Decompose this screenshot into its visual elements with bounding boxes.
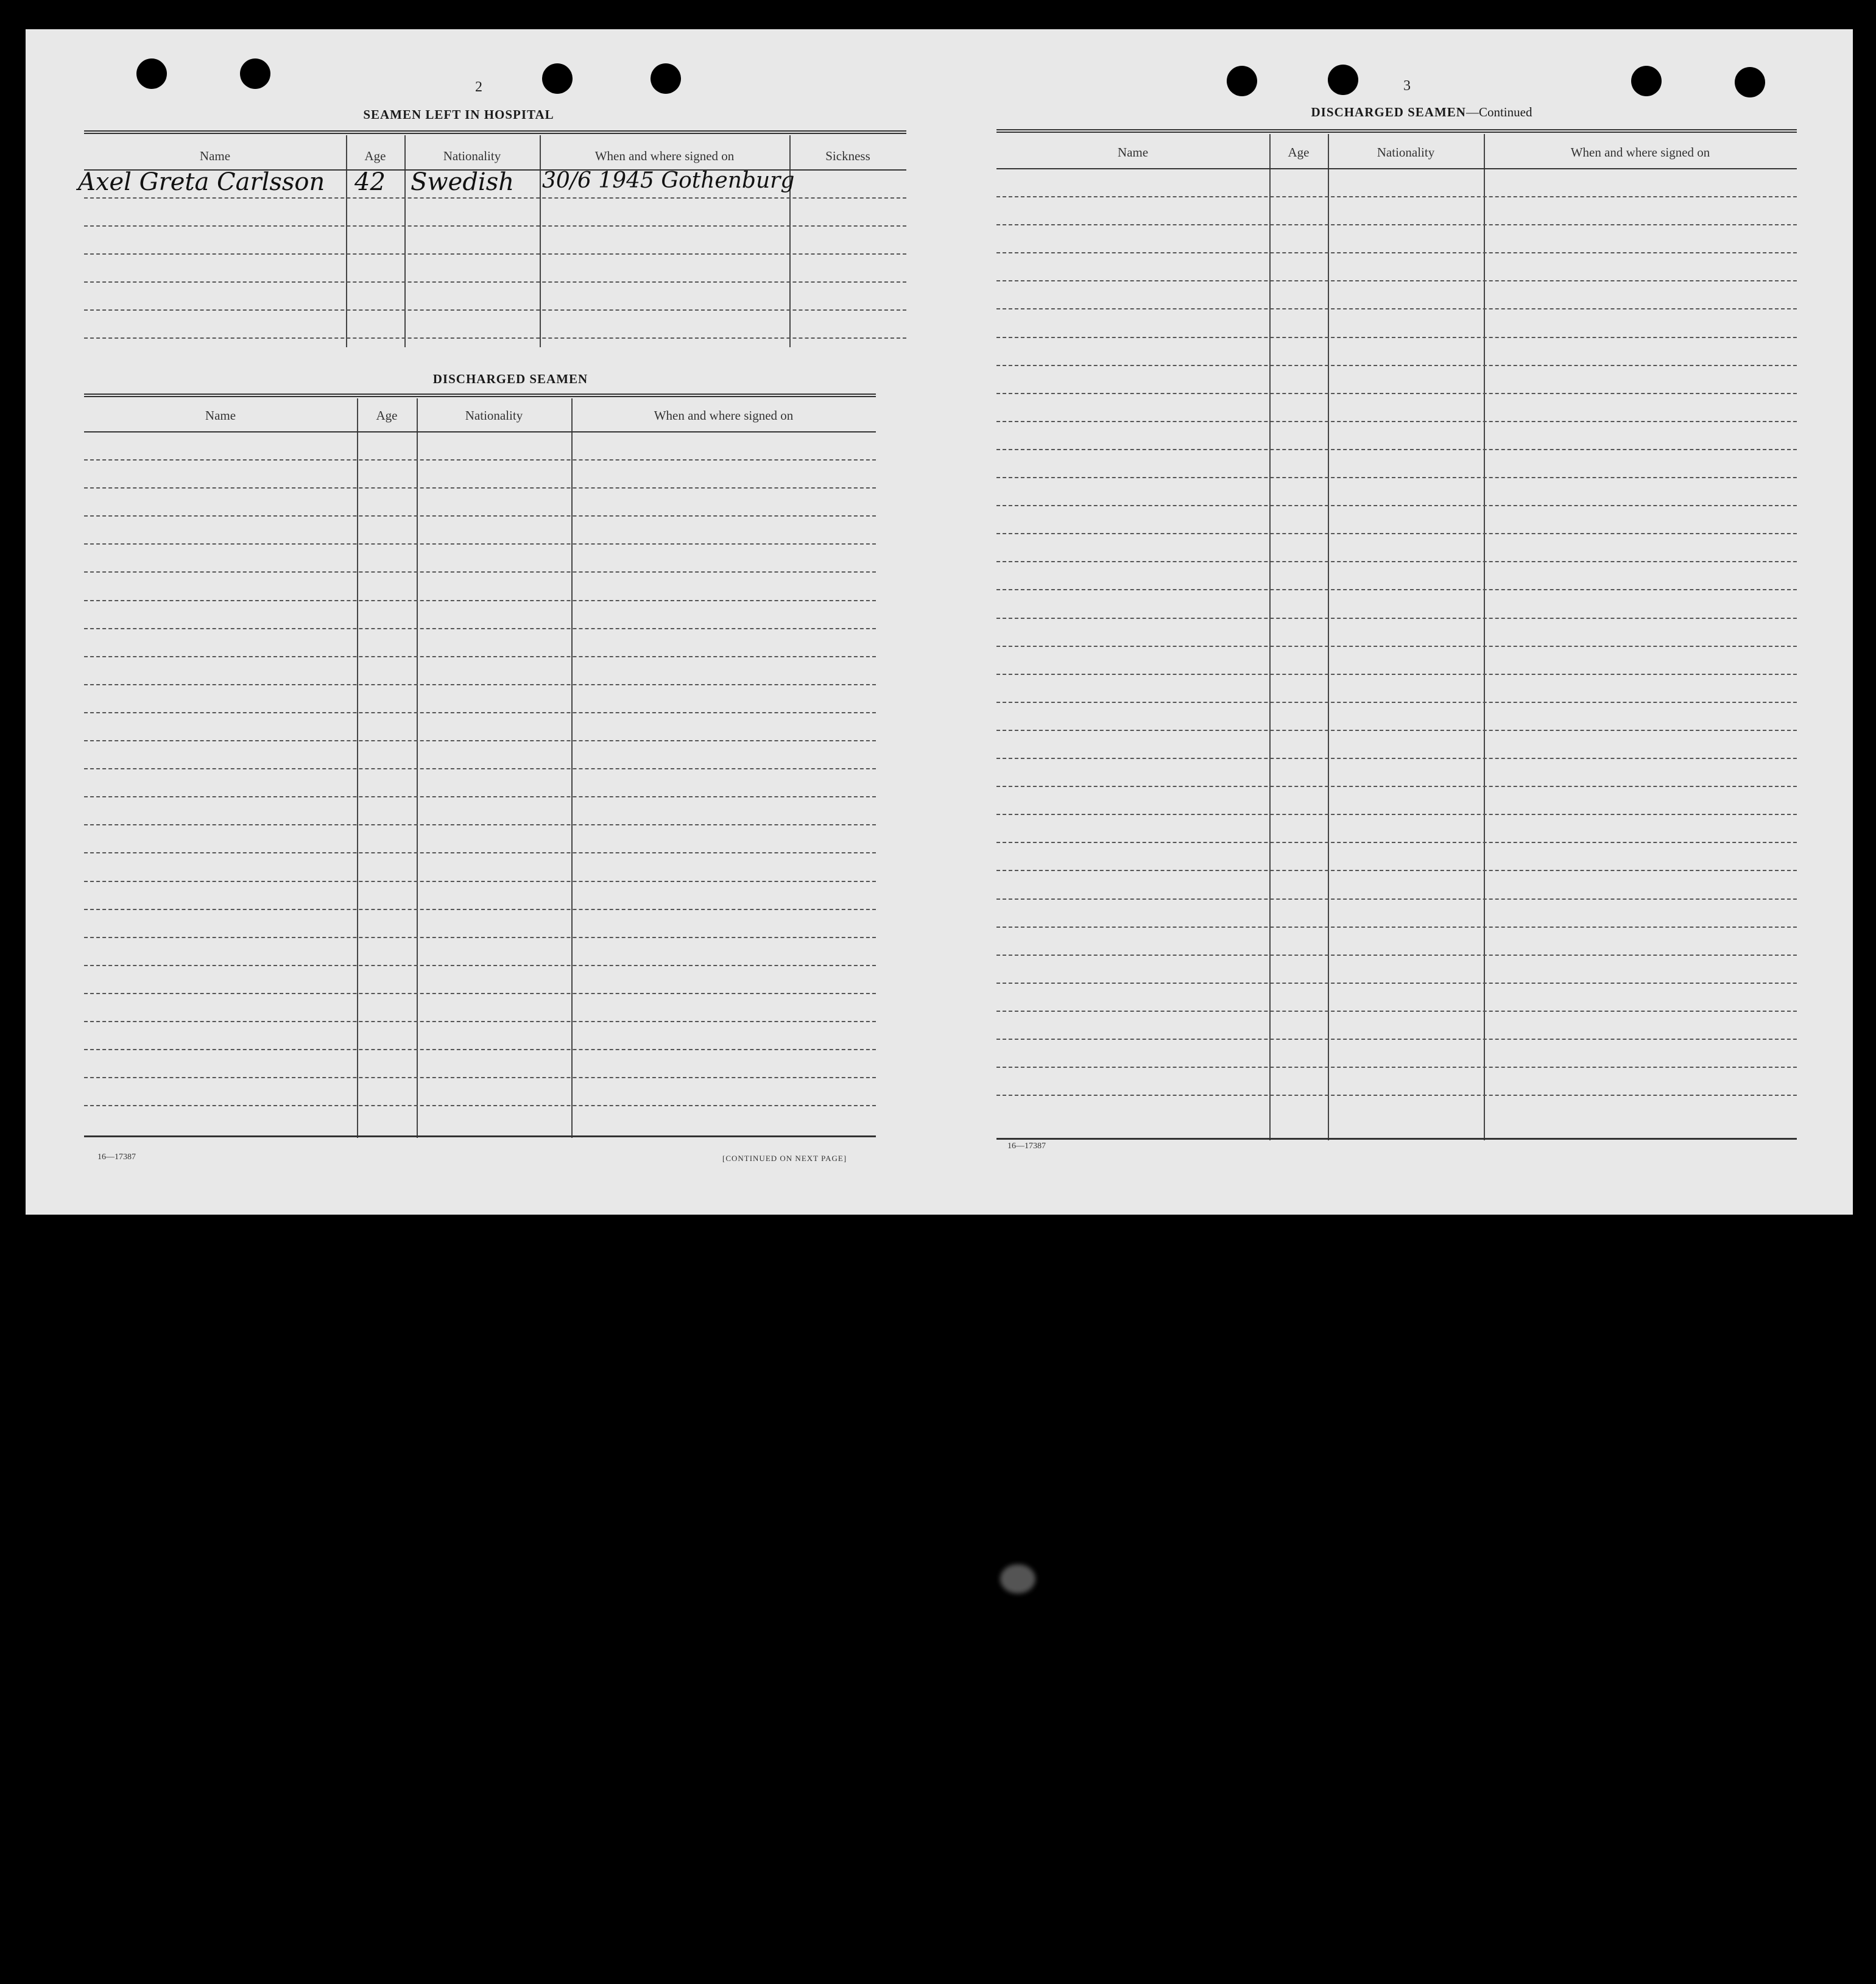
punch-hole — [651, 63, 681, 94]
hospital-table — [78, 130, 906, 347]
punch-hole — [240, 58, 270, 89]
header-underline — [996, 168, 1797, 169]
column-divider — [789, 135, 791, 347]
column-header-age: Age — [364, 149, 386, 163]
row-rule — [84, 225, 906, 227]
row-rule — [84, 487, 876, 489]
column-header-signed-on: When and where signed on — [594, 149, 735, 163]
continued-suffix: —Continued — [1465, 105, 1532, 119]
discharged-table-right — [996, 129, 1797, 1140]
continued-note: [CONTINUED ON NEXT PAGE] — [722, 1154, 847, 1163]
row-rule — [84, 459, 876, 461]
row-rule — [84, 1105, 876, 1106]
discharged-section-title — [84, 372, 937, 387]
row-rule — [996, 646, 1797, 647]
table-bottom-rule — [84, 1135, 876, 1137]
table-top-rule — [84, 394, 876, 397]
row-rule — [84, 965, 876, 966]
row-rule — [84, 197, 906, 199]
row-rule — [996, 449, 1797, 450]
column-header-nationality: Nationality — [465, 408, 523, 423]
row-rule — [996, 365, 1797, 366]
entry-name: Axel Greta Carlsson — [78, 168, 325, 196]
page-number-right: 3 — [1403, 78, 1411, 94]
punch-hole — [1227, 66, 1257, 96]
row-rule — [996, 814, 1797, 815]
header-underline — [84, 431, 876, 432]
row-rule — [996, 308, 1797, 309]
row-rule — [84, 1049, 876, 1050]
column-divider — [1269, 134, 1271, 1140]
form-number-left: 16—17387 — [97, 1153, 136, 1162]
column-divider — [346, 135, 347, 347]
row-rule — [996, 477, 1797, 478]
row-rule — [996, 927, 1797, 928]
discharged-title-text: DISCHARGED SEAMEN — [432, 372, 588, 386]
row-rule — [84, 993, 876, 994]
row-rule — [84, 656, 876, 657]
column-header-age: Age — [1288, 145, 1310, 160]
column-header-nationality: Nationality — [443, 149, 501, 163]
row-rule — [84, 937, 876, 938]
row-rule — [84, 337, 906, 339]
row-rule — [84, 600, 876, 601]
hospital-section-title — [84, 107, 833, 122]
row-rule — [996, 280, 1797, 281]
row-rule — [84, 768, 876, 769]
column-header-nationality: Nationality — [1377, 145, 1435, 160]
column-header-sickness: Sickness — [825, 149, 870, 163]
column-header-age: Age — [376, 408, 398, 423]
row-rule — [84, 852, 876, 853]
row-rule — [996, 224, 1797, 225]
row-rule — [996, 1039, 1797, 1040]
form-number-right: 16—17387 — [1007, 1142, 1046, 1151]
row-rule — [996, 702, 1797, 703]
row-rule — [996, 983, 1797, 984]
row-rule — [996, 1067, 1797, 1068]
discharged-continued-title — [995, 105, 1848, 120]
discharged-table-left — [84, 394, 876, 1138]
row-rule — [996, 252, 1797, 253]
row-rule — [996, 674, 1797, 675]
punch-hole — [542, 63, 573, 94]
row-rule — [996, 758, 1797, 759]
table-bottom-rule — [996, 1138, 1797, 1140]
column-divider — [1328, 134, 1329, 1140]
row-rule — [84, 253, 906, 255]
table-top-rule — [996, 129, 1797, 133]
row-rule — [84, 571, 876, 573]
page-number-left: 2 — [475, 79, 482, 95]
row-rule — [996, 870, 1797, 871]
punch-hole — [1631, 66, 1662, 96]
row-rule — [996, 730, 1797, 731]
row-rule — [84, 543, 876, 545]
discharged-continued-title-text: DISCHARGED SEAMEN — [1311, 105, 1466, 119]
row-rule — [996, 421, 1797, 422]
entry-nationality: Swedish — [411, 168, 514, 196]
row-rule — [996, 1011, 1797, 1012]
entry-signed-on: 30/6 1945 Gothenburg — [542, 168, 795, 193]
row-rule — [996, 842, 1797, 843]
row-rule — [84, 881, 876, 882]
row-rule — [996, 589, 1797, 590]
column-divider — [540, 135, 541, 347]
row-rule — [84, 1021, 876, 1022]
row-rule — [84, 309, 906, 311]
row-rule — [996, 1095, 1797, 1096]
column-divider — [404, 135, 406, 347]
scan-smudge — [1000, 1564, 1035, 1594]
row-rule — [996, 196, 1797, 197]
row-rule — [84, 1077, 876, 1078]
table-top-rule — [84, 130, 906, 134]
row-rule — [996, 337, 1797, 338]
column-header-signed-on: When and where signed on — [654, 408, 794, 423]
row-rule — [996, 618, 1797, 619]
row-rule — [84, 628, 876, 629]
row-rule — [84, 684, 876, 685]
column-header-signed-on: When and where signed on — [1570, 145, 1710, 160]
row-rule — [996, 561, 1797, 562]
column-header-name: Name — [199, 149, 231, 163]
row-rule — [996, 786, 1797, 787]
row-rule — [996, 898, 1797, 900]
hospital-title-text: SEAMEN LEFT IN HOSPITAL — [363, 107, 554, 122]
row-rule — [996, 955, 1797, 956]
row-rule — [996, 505, 1797, 506]
row-rule — [84, 740, 876, 741]
punch-hole — [1735, 67, 1765, 97]
row-rule — [84, 824, 876, 825]
row-rule — [996, 393, 1797, 394]
record-sheet — [26, 29, 1853, 1215]
column-header-name: Name — [1117, 145, 1149, 160]
row-rule — [84, 909, 876, 910]
entry-age: 42 — [354, 168, 386, 196]
row-rule — [84, 515, 876, 517]
column-header-name: Name — [205, 408, 236, 423]
row-rule — [84, 281, 906, 283]
row-rule — [996, 533, 1797, 534]
punch-hole — [136, 58, 167, 89]
punch-hole — [1328, 65, 1358, 95]
column-divider — [1484, 134, 1485, 1140]
row-rule — [84, 796, 876, 797]
row-rule — [84, 712, 876, 713]
